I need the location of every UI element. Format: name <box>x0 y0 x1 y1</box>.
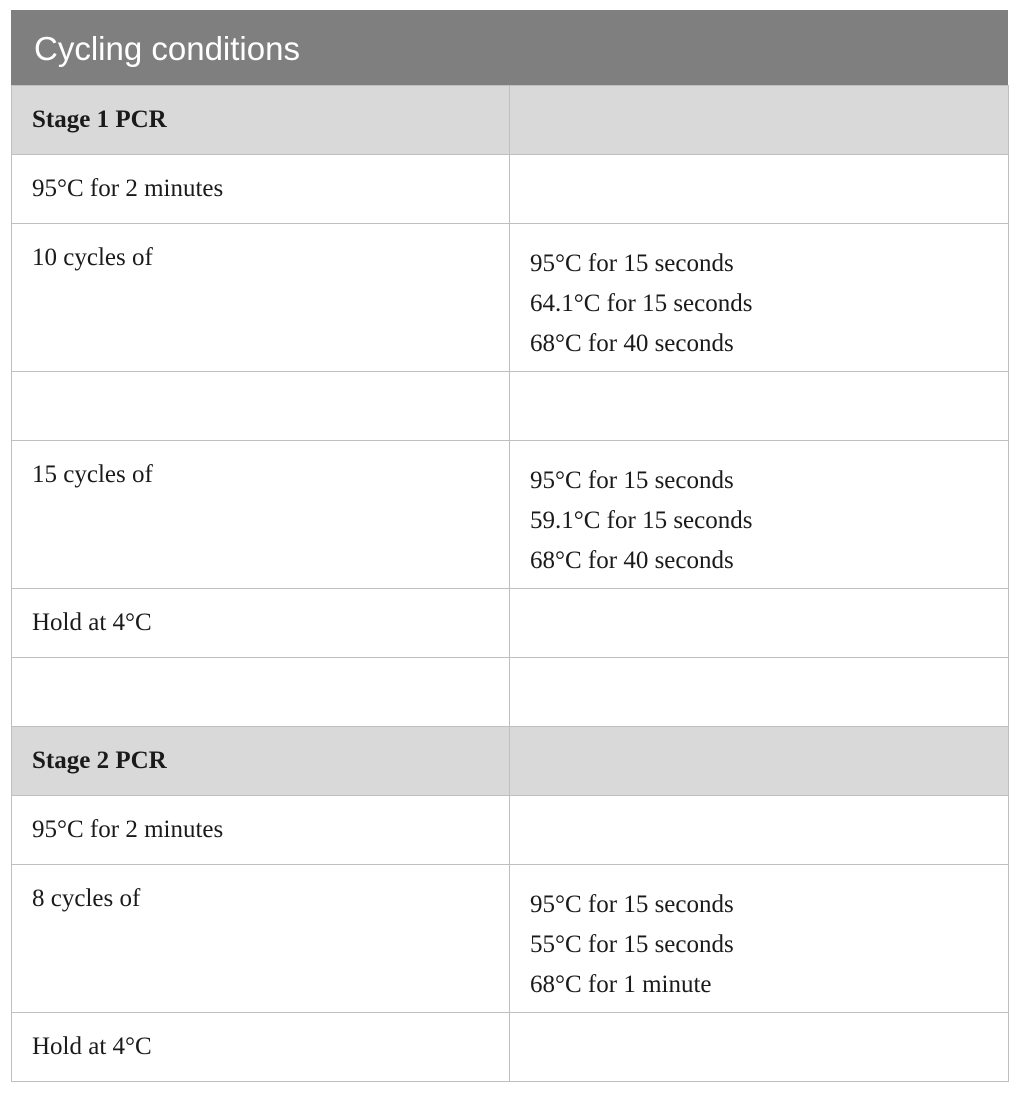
condition-cell <box>510 86 1009 155</box>
table-row <box>12 441 1009 589</box>
condition-line: 64.1°C for 15 seconds <box>530 290 753 317</box>
table-body <box>11 85 1009 1082</box>
table-title: Cycling conditions <box>11 10 1008 85</box>
condition-line: 55°C for 15 seconds <box>530 931 734 958</box>
step-cell: Hold at 4°C <box>12 589 510 658</box>
section-header-row <box>12 86 1009 155</box>
step-cell <box>12 372 510 441</box>
table-row <box>12 155 1009 224</box>
step-cell: 95°C for 2 minutes <box>12 796 510 865</box>
table-row <box>12 224 1009 372</box>
table-row <box>12 372 1009 441</box>
step-cell: 8 cycles of <box>12 865 510 1013</box>
table-row <box>12 658 1009 727</box>
condition-cell <box>510 224 1009 372</box>
step-cell: Hold at 4°C <box>12 1013 510 1082</box>
table-row <box>12 865 1009 1013</box>
step-cell: 15 cycles of <box>12 441 510 589</box>
section-header-row <box>12 727 1009 796</box>
section-title-cell: Stage 1 PCR <box>12 86 510 155</box>
condition-cell <box>510 589 1009 658</box>
condition-cell <box>510 796 1009 865</box>
condition-cell <box>510 155 1009 224</box>
condition-line: 68°C for 40 seconds <box>530 547 734 574</box>
condition-line: 68°C for 1 minute <box>530 971 712 998</box>
condition-cell <box>510 727 1009 796</box>
condition-cell <box>510 1013 1009 1082</box>
condition-line: 68°C for 40 seconds <box>530 330 734 357</box>
condition-line: 59.1°C for 15 seconds <box>530 507 753 534</box>
condition-cell <box>510 441 1009 589</box>
step-cell: 10 cycles of <box>12 224 510 372</box>
condition-line: 95°C for 15 seconds <box>530 250 734 277</box>
condition-cell <box>510 372 1009 441</box>
table-row <box>12 589 1009 658</box>
table-row <box>12 796 1009 865</box>
condition-cell <box>510 658 1009 727</box>
condition-line: 95°C for 15 seconds <box>530 467 734 494</box>
condition-cell <box>510 865 1009 1013</box>
cycling-conditions-table <box>11 10 1008 1082</box>
table-row <box>12 1013 1009 1082</box>
step-cell: 95°C for 2 minutes <box>12 155 510 224</box>
condition-line: 95°C for 15 seconds <box>530 891 734 918</box>
step-cell <box>12 658 510 727</box>
section-title-cell: Stage 2 PCR <box>12 727 510 796</box>
